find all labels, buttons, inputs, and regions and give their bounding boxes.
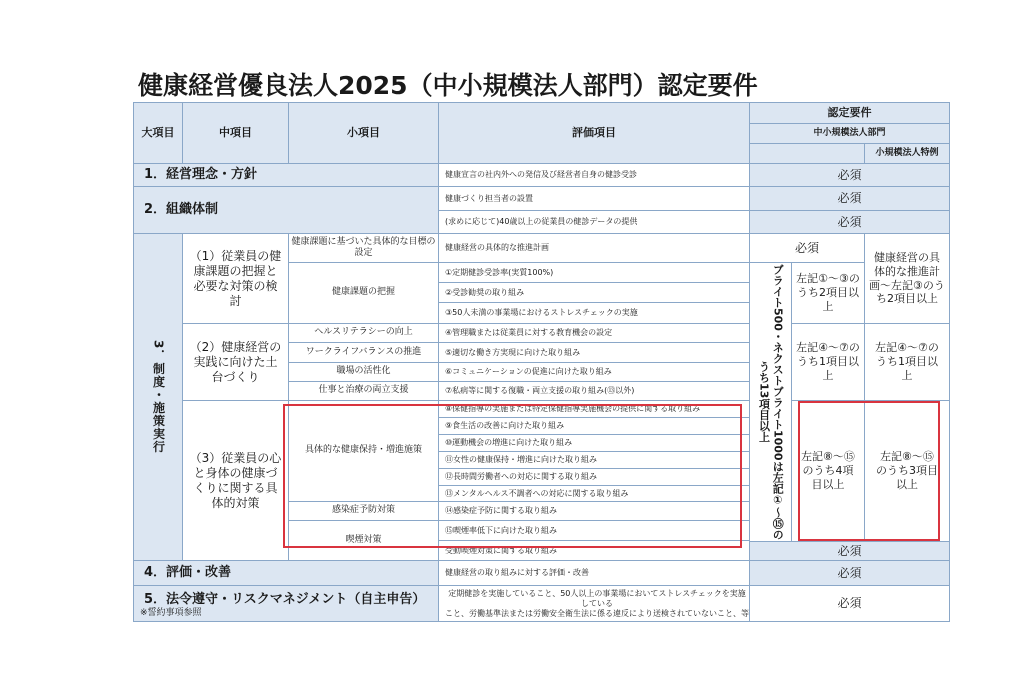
- small-k6: 仕事と治療の両立支援: [288, 381, 439, 401]
- req-t1: 健康経営の具体的な推進計画〜左記③のうち2項目以上: [864, 233, 950, 324]
- item-e6: ②受診勧奨の取り組み: [438, 282, 750, 303]
- item-e13: ⑨食生活の改善に向けた取り組み: [438, 417, 750, 435]
- req-hissu: 必須: [749, 186, 950, 211]
- header-nintei: 認定要件: [749, 102, 950, 124]
- section-3-label: 3．制度・施策実行: [151, 340, 166, 454]
- item-e1: 健康宣言の社内外への発信及び経営者自身の健診受診: [438, 163, 750, 187]
- item-e8: ④管理職または従業員に対する教育機会の設定: [438, 323, 750, 343]
- small-k7: 具体的な健康保持・増進施策: [288, 400, 439, 502]
- section-3: [133, 233, 183, 561]
- item-e21: 健康経営の取り組みに対する評価・改善: [438, 560, 750, 586]
- req-hissu: 必須: [749, 560, 950, 586]
- req-t3: 左記⑧〜⑮のうち3項目以上: [864, 400, 950, 542]
- mid-2: （2）健康経営の実践に向けた土台づくり: [182, 323, 289, 401]
- item-e16: ⑫長時間労働者への対応に関する取り組み: [438, 468, 750, 486]
- section-5: 5．法令遵守・リスクマネジメント（自主申告）: [133, 585, 439, 622]
- item-e3: (求めに応じて)40歳以上の従業員の健診データの提供: [438, 210, 750, 234]
- req-r1: 左記①〜③のうち2項目以上: [791, 262, 865, 324]
- item-e22: [438, 585, 750, 622]
- header-hyoka: 評価項目: [438, 102, 750, 164]
- header-daikomoku: 大項目: [133, 102, 183, 164]
- item-e18: ⑭感染症予防に関する取り組み: [438, 501, 750, 521]
- section-2: 2．組織体制: [133, 186, 439, 234]
- item-e22-line2: こと、労働基準法または労働安全衛生法に係る違反により送検されていないこと、等: [445, 608, 749, 618]
- small-k1: 健康課題に基づいた具体的な目標の設定: [288, 233, 439, 263]
- item-e11: ⑦私病等に関する復職・両立支援の取り組み(⑬以外): [438, 381, 750, 401]
- item-e9: ⑤適切な働き方実現に向けた取り組み: [438, 342, 750, 363]
- req-vertical: [749, 262, 792, 542]
- req-hissu: 必須: [749, 585, 950, 622]
- req-hissu: 必須: [749, 233, 865, 263]
- item-e17: ⑬メンタルヘルス不調者への対応に関する取り組み: [438, 485, 750, 502]
- header-tokurei: 小規模法人特例: [864, 143, 950, 164]
- small-k3: ヘルスリテラシーの向上: [288, 323, 439, 343]
- item-e7: ③50人未満の事業場におけるストレスチェックの実施: [438, 302, 750, 324]
- item-e12: ⑧保健指導の実施または特定保健指導実施機会の提供に関する取り組み: [438, 400, 750, 418]
- small-k2: 健康課題の把握: [288, 262, 439, 324]
- item-e4: 健康経営の具体的な推進計画: [438, 233, 750, 263]
- small-k4: ワークライフバランスの推進: [288, 342, 439, 363]
- header-chusho: 中小規模法人部門: [749, 123, 950, 144]
- req-hissu: 必須: [749, 163, 950, 187]
- mid-3: （3）従業員の心と身体の健康づくりに関する具体的対策: [182, 400, 289, 561]
- small-k5: 職場の活性化: [288, 362, 439, 382]
- page-title: 健康経営優良法人2025（中小規模法人部門）認定要件: [138, 71, 758, 100]
- item-e20: 受動喫煙対策に関する取り組み: [438, 540, 750, 561]
- mid-1: （1）従業員の健康課題の把握と必要な対策の検討: [182, 233, 289, 324]
- item-e5: ①定期健診受診率(実質100%): [438, 262, 750, 283]
- section-5-note: ※誓約事項参照: [140, 608, 202, 618]
- req-vertical-label: ブライト500・ネクストブライト1000は左記①〜⑮のうち13項目以上: [757, 264, 785, 540]
- item-e2: 健康づくり担当者の設置: [438, 186, 750, 211]
- item-e10: ⑥コミュニケーションの促進に向けた取り組み: [438, 362, 750, 382]
- item-e22-line1: 定期健診を実施していること、50人以上の事業場においてストレスチェックを実施している: [448, 588, 746, 608]
- req-hissu: 必須: [749, 210, 950, 234]
- small-k8: 感染症予防対策: [288, 501, 439, 521]
- item-e19: ⑮喫煙率低下に向けた取り組み: [438, 520, 750, 541]
- req-r2: 左記④〜⑦のうち1項目以上: [791, 323, 865, 401]
- section-1: 1．経営理念・方針: [133, 163, 439, 187]
- header-blank: [749, 143, 865, 164]
- header-chukomoku: 中項目: [182, 102, 289, 164]
- req-t2: 左記④〜⑦のうち1項目以上: [864, 323, 950, 401]
- item-e15: ⑪女性の健康保持・増進に向けた取り組み: [438, 451, 750, 469]
- item-e14: ⑩運動機会の増進に向けた取り組み: [438, 434, 750, 452]
- req-hissu: 必須: [749, 541, 950, 561]
- header-shokomoku: 小項目: [288, 102, 439, 164]
- section-4: 4．評価・改善: [133, 560, 439, 586]
- req-r3: 左記⑧〜⑮のうち4項目以上: [791, 400, 865, 542]
- small-k9: 喫煙対策: [288, 520, 439, 561]
